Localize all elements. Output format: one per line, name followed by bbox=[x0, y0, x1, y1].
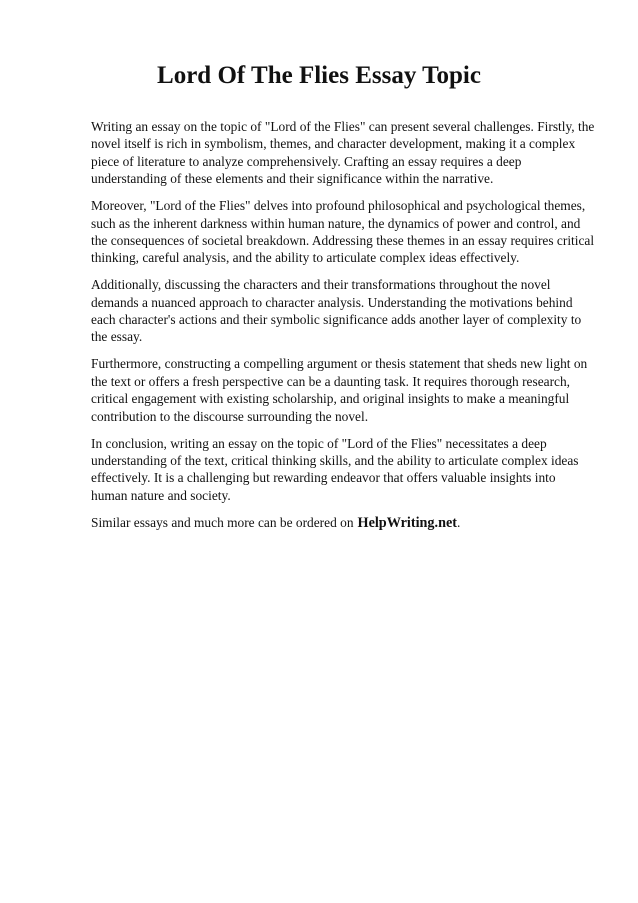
helpwriting-link[interactable]: HelpWriting.net bbox=[357, 514, 457, 531]
footer-period: . bbox=[456, 514, 461, 530]
page-title: Lord Of The Flies Essay Topic bbox=[157, 62, 481, 89]
paragraph-4: Furthermore, constructing a compelling argument or thesis statement that sheds new light on the text or offers a fresh perspective can be a daunting task. It requires thorough research, critical engagement with existing scholarship, and original insights to make a meaningful contribution to the discourse surrounding the novel. bbox=[91, 356, 588, 424]
footer-line bbox=[91, 514, 595, 532]
paragraph-3: Additionally, discussing the characters and their transformations throughout the novel demands a nuanced approach to character analysis. Understanding the motivations behind each character's actions and their symbolic significance adds another layer of complexity to the essay. bbox=[91, 277, 582, 345]
essay-body bbox=[91, 118, 595, 542]
paragraph-2: Moreover, "Lord of the Flies" delves into profound philosophical and psychological themes, such as the inherent darkness within human nature, the dynamics of power and control, and the consequences of societal breakdown. Addressing these themes in an essay requires critical thinking, careful analysis, and the ability to articulate complex ideas effectively. bbox=[91, 198, 595, 266]
paragraph-5: In conclusion, writing an essay on the topic of "Lord of the Flies" necessitates a deep understanding of the text, critical thinking skills, and the ability to articulate complex ideas effectively. It is a challenging but rewarding endeavor that offers valuable insights into human nature and society. bbox=[91, 435, 579, 503]
footer-text: Similar essays and much more can be ordered on bbox=[91, 514, 354, 530]
paragraph-1: Writing an essay on the topic of "Lord of the Flies" can present several challenges. Firstly, the novel itself is rich in symbolism, themes, and character development, making it a complex piece of literature to analyze comprehensively. Crafting an essay requires a deep understanding of these elements and their significance within the narrative. bbox=[91, 119, 595, 187]
